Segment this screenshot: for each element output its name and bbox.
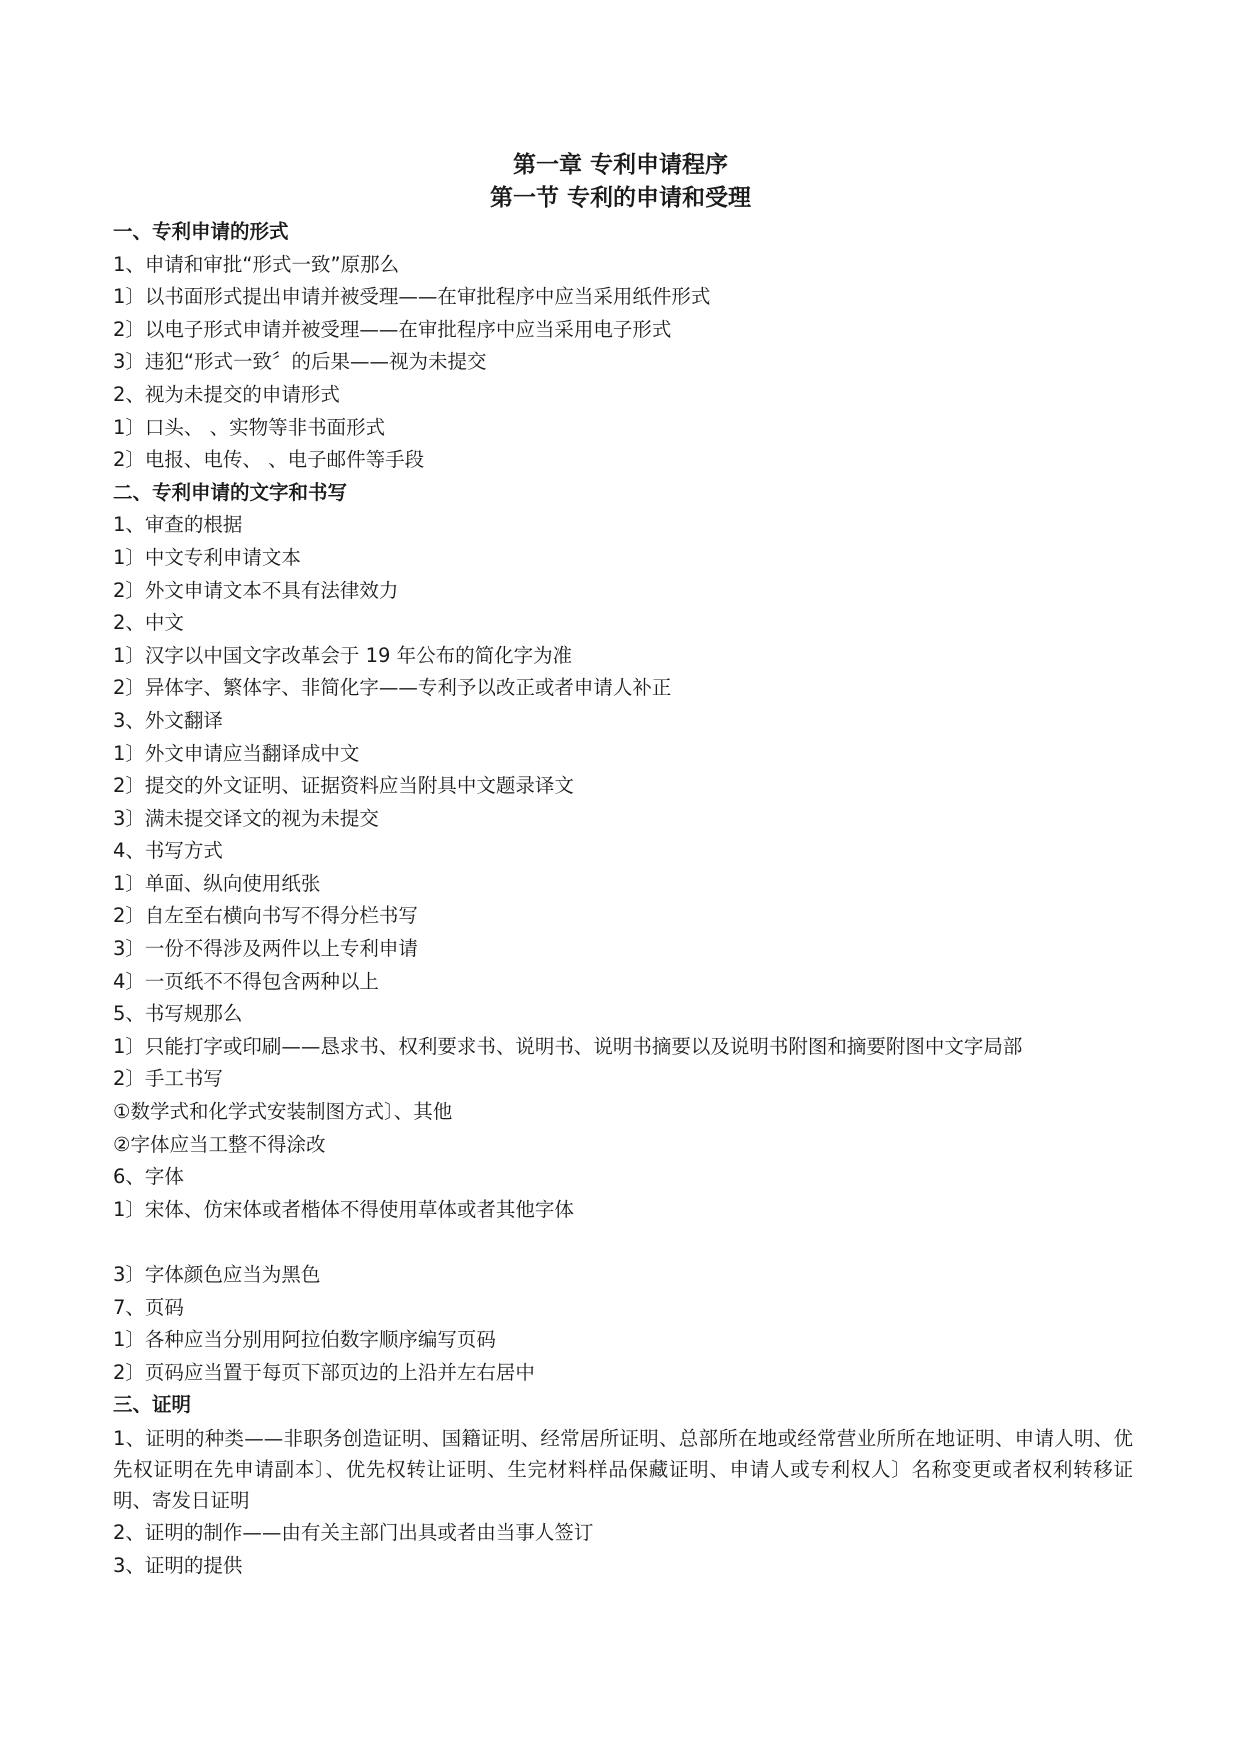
text-line: 3〕一份不得涉及两件以上专利申请 xyxy=(113,937,418,961)
text-line: 6、字体 xyxy=(113,1165,184,1189)
text-line: 2〕页码应当置于每页下部页边的上沿并左右居中 xyxy=(113,1360,535,1384)
paragraph: 1、证明的种类——非职务创造证明、国籍证明、经常居所证明、总部所在地或经常营业所所在地证明、申请人明、优先权证明在先申请副本〕、优先权转让证明、生完材料样品保藏证明、申请人或专利权人〕名称变更或者权利转移证明、寄发日证明 xyxy=(113,1426,1133,1512)
text-line: 3〕字体颜色应当为黑色 xyxy=(113,1263,321,1286)
text-line: 7、页码 xyxy=(113,1295,184,1319)
text-line: 3、证明的提供 xyxy=(113,1553,243,1577)
text-line: 4、书写方式 xyxy=(113,839,223,863)
text-line: 1、申请和审批“形式一致”原那么 xyxy=(113,252,400,276)
text-line: 1〕口头、 、实物等非书面形式 xyxy=(113,415,386,439)
text-line: 1〕宋体、仿宋体或者楷体不得使用草体或者其他字体 xyxy=(113,1197,574,1221)
text-line: 2、证明的制作——由有关主部门出具或者由当事人签订 xyxy=(113,1520,594,1544)
text-line: 2〕外文申请文本不具有法律效力 xyxy=(113,578,399,602)
text-line: 2〕自左至右横向书写不得分栏书写 xyxy=(113,904,418,928)
text-line: ①数学式和化学式安装制图方式〕、其他 xyxy=(113,1100,453,1124)
text-line: 1〕以书面形式提出申请并被受理——在审批程序中应当采用纸件形式 xyxy=(113,285,711,309)
text-line: 1〕中文专利申请文本 xyxy=(113,545,301,569)
text-line: 2〕以电子形式申请并被受理——在审批程序中应当采用电子形式 xyxy=(113,317,672,341)
blank-line xyxy=(113,1226,1133,1259)
text-line: 5、书写规那么 xyxy=(113,1002,243,1026)
text-line: 3〕满未提交译文的视为未提交 xyxy=(113,806,379,830)
text-line: 1〕外文申请应当翻译成中文 xyxy=(113,741,360,765)
section-heading: 三、证明 xyxy=(113,1393,192,1417)
section-heading: 二、专利申请的文字和书写 xyxy=(113,480,348,504)
text-line: 2、中文 xyxy=(113,611,184,635)
document-body xyxy=(113,216,1133,1582)
text-line: 1〕各种应当分别用阿拉伯数字顺序编写页码 xyxy=(113,1328,496,1352)
text-line: 3〕违犯“形式一致〞的后果——视为未提交 xyxy=(113,350,487,374)
text-line: 2〕异体字、繁体字、非简化字——专利予以改正或者申请人补正 xyxy=(113,676,672,700)
text-line: 1、审查的根据 xyxy=(113,513,243,537)
text-line: 2、视为未提交的申请形式 xyxy=(113,382,340,406)
text-line: 1〕单面、纵向使用纸张 xyxy=(113,871,321,895)
section-heading: 一、专利申请的形式 xyxy=(113,220,289,243)
text-line: 3、外文翻译 xyxy=(113,708,223,732)
text-line: 2〕电报、电传、 、电子邮件等手段 xyxy=(113,448,425,472)
text-line: ②字体应当工整不得涂改 xyxy=(113,1132,326,1156)
text-line: 4〕一页纸不不得包含两种以上 xyxy=(113,969,379,993)
text-line: 1〕汉字以中国文字改革会于 19 年公布的简化字为准 xyxy=(113,643,573,667)
text-line: 1〕只能打字或印刷——恳求书、权利要求书、说明书、说明书摘要以及说明书附图和摘要附图中文字局部 xyxy=(113,1034,1023,1058)
text-line: 2〕手工书写 xyxy=(113,1067,223,1091)
section-title: 第一节 专利的申请和受理 xyxy=(489,185,751,211)
chapter-title: 第一章 专利申请程序 xyxy=(512,152,728,178)
text-line: 2〕提交的外文证明、证据资料应当附具中文题录译文 xyxy=(113,774,574,798)
